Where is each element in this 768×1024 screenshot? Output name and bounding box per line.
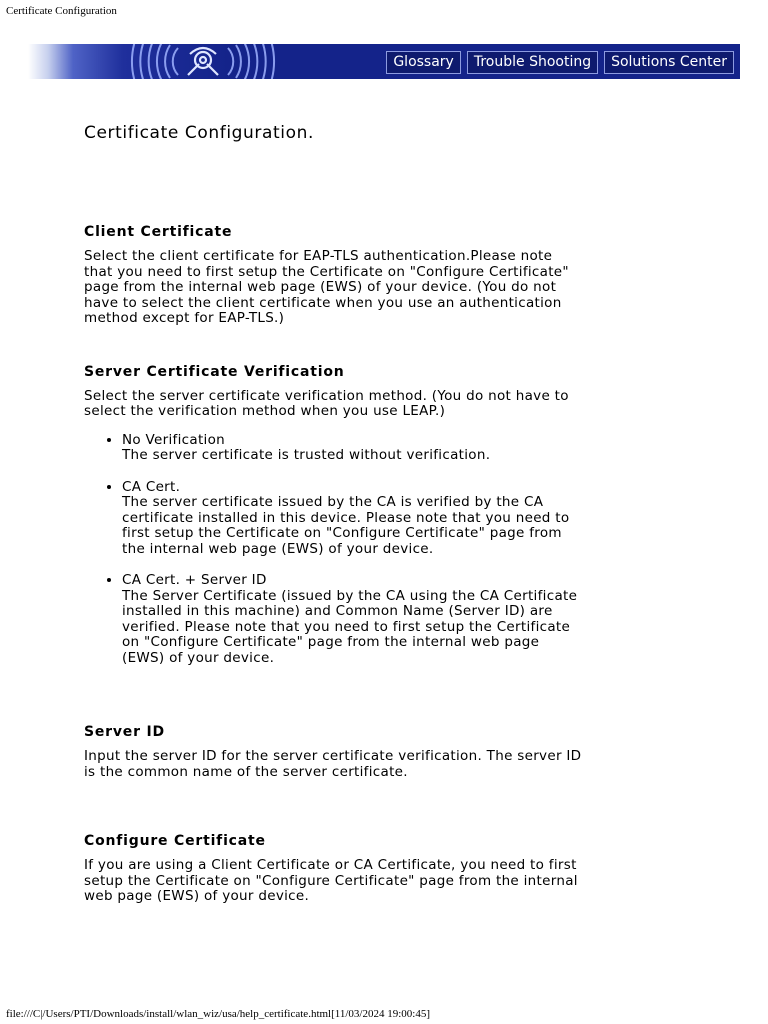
- method-description: The server certificate is trusted without verification.: [122, 447, 491, 463]
- print-header: Certificate Configuration: [6, 5, 117, 17]
- page-title: Certificate Configuration.: [84, 123, 315, 143]
- nav-glossary-link[interactable]: Glossary: [386, 51, 461, 74]
- section-title-client-certificate: Client Certificate: [84, 224, 233, 240]
- configure-certificate-description: If you are using a Client Certificate or CA Certificate, you need to first setup the Certificate on "Configure Certificate" page from the internal web page (EWS) of your device.: [84, 857, 578, 904]
- verification-method-list: [84, 433, 584, 667]
- method-title-ca-cert-server-id: • CA Cert. + Server ID: [122, 572, 267, 588]
- list-item: [122, 433, 584, 464]
- list-item: [122, 480, 584, 558]
- method-description: The Server Certificate (issued by the CA using the CA Certificate installed in this machine) and Common Name (Server ID) are verified. Please note that you need to first setup the Certificate on "Configure Certificate" page from the internal web page (EWS) of your device.: [122, 587, 578, 666]
- main-content: [84, 122, 584, 905]
- client-certificate-description: Select the client certificate for EAP-TLS authentication.Please note that you need to first setup the Certificate on "Configure Certificate" page from the internal web page (EWS) of your device. (You do not have to select the client certificate when you use an authentication method except for EAP-TLS.): [84, 248, 569, 326]
- section-title-server-id: Server ID: [84, 724, 165, 740]
- section-title-server-verification: Server Certificate Verification: [84, 363, 345, 380]
- server-verification-section: [84, 364, 584, 667]
- wireless-signal-logo-icon: [68, 44, 308, 79]
- server-id-section: [84, 724, 584, 780]
- server-verification-description: Select the server certificate verification method. (You do not have to select the verification method when you use LEAP.): [84, 387, 569, 419]
- list-item: [122, 573, 584, 666]
- header-banner: [28, 44, 740, 79]
- nav-solutions-center-link[interactable]: Solutions Center: [604, 51, 734, 74]
- client-certificate-section: [84, 224, 584, 327]
- section-title-configure-certificate: Configure Certificate: [84, 833, 266, 849]
- method-title-ca-cert: • CA Cert.: [122, 478, 181, 495]
- configure-certificate-section: [84, 833, 584, 905]
- method-description: The server certificate issued by the CA is verified by the CA certificate installed in this device. Please note that you need to first setup the Certificate on "Configure Certificate" page from the internal web page (EWS) of your device.: [122, 494, 570, 557]
- method-title-no-verification: • No Verification: [122, 431, 226, 448]
- nav-trouble-shooting-link[interactable]: Trouble Shooting: [467, 51, 598, 74]
- server-id-description: Input the server ID for the server certificate verification. The server ID is the common name of the server certificate.: [84, 748, 582, 780]
- print-footer: file:///C|/Users/PTI/Downloads/install/wlan_wiz/usa/help_certificate.html[11/03/2024 19:00:45]: [6, 1008, 430, 1020]
- top-nav: [386, 51, 734, 74]
